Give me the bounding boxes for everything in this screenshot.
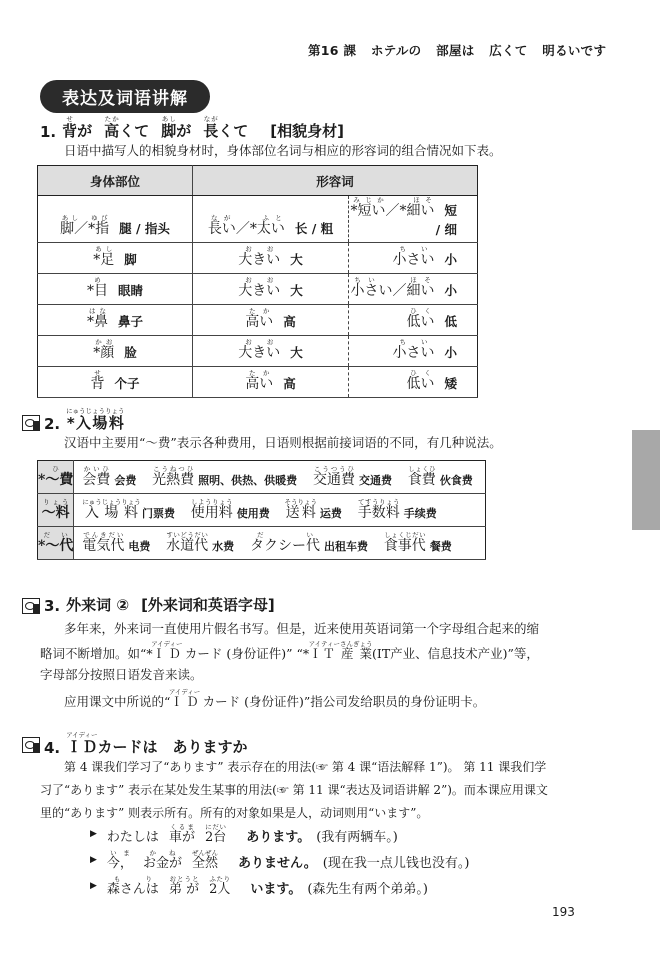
cn-gloss: 大 xyxy=(290,283,303,298)
item4-heading xyxy=(44,731,248,757)
cn-gloss: 鼻子 xyxy=(117,314,143,329)
triangle-bullet-icon: ▶ xyxy=(90,829,97,839)
example-item: ▶ 森さんはもり 弟 がおとうと 2人ふたり います。 (森先生有两个弟弟。) xyxy=(90,875,428,897)
side-thumb-tab xyxy=(632,430,660,530)
triangle-bullet-icon: ▶ xyxy=(90,855,97,865)
table-row: *～代だい 電気代でんきだい电费 水道代すいどうだい水费 タクシー代だい出租车费 食事代しょくじだい餐费 xyxy=(38,527,486,560)
tip-icon xyxy=(22,415,40,431)
table-header-row xyxy=(38,166,478,196)
ruby-word: ＩＤアイディー xyxy=(66,731,98,756)
body-adjective-table xyxy=(37,165,478,398)
ruby-word: 背せ xyxy=(62,115,78,140)
lesson-number: 第16 課 xyxy=(308,43,357,58)
item4-para-line2: 习了“あります” 表示在某处发生某事的用法(☞ 第 11 课“表达及词语讲解 2”)。而本课应用课文 xyxy=(40,783,548,797)
cn-gloss: 大 xyxy=(290,252,303,267)
cn-gloss: 矮 xyxy=(444,376,457,391)
ruby-word: 脚あし xyxy=(161,115,177,140)
ruby-word: 高たか xyxy=(104,115,120,140)
item-topic: [相貌身材] xyxy=(270,122,344,140)
item-title: カードは ありますか xyxy=(97,738,248,756)
okurigana: が xyxy=(176,122,192,140)
cn-gloss: 脸 xyxy=(124,345,137,360)
running-header xyxy=(308,41,616,59)
table-row: 背せ个子 高いたか高 低いひく矮 xyxy=(38,367,478,398)
fee-suffix-table xyxy=(37,460,486,560)
cn-gloss: 大 xyxy=(290,345,303,360)
example-item: ▶ わたしは 車がくるま 2台にだい あります。 (我有两辆车。) xyxy=(90,823,398,845)
table-row: 脚／*指あし ゆび腿 / 指头 長い／*太いなが ふと长 / 粗 *短い／*細いみじか ほそ短 / 细 xyxy=(38,196,478,243)
item-title: 外来词 ② xyxy=(66,596,130,614)
item3-para1-line1: 多年来，外来词一直使用片假名书写。但是，近来使用英语词第一个字母组合起来的缩 xyxy=(64,621,540,636)
item3-heading xyxy=(44,594,275,615)
lesson-title-part: 部屋は xyxy=(436,43,475,58)
cn-gloss: 眼睛 xyxy=(117,283,143,298)
column-header: 形容词 xyxy=(193,166,478,196)
table-row: ～料りょう 入場料にゅうじょうりょう门票费 使用料しようりょう使用费 送料そうりょう运费 手数料てすうりょう手续费 xyxy=(38,494,486,527)
example-item: ▶ 今，いま お金がかね 全然ぜんぜん ありません。 (现在我一点儿钱也没有。) xyxy=(90,849,470,871)
item3-para1-line2: 略词不断增加。如“*ＩＤアイディー カード (身份证件)” “*ＩＴ 産 業アイティーさんぎょう(IT产业、信息技术产业)”等， xyxy=(40,640,539,661)
table-row: *～費ひ 会費かいひ会费 光熱費こうねつひ照明、供热、供暖费 交通費こうつうひ交通费 食費しょくひ伙食费 xyxy=(38,461,486,494)
item-topic: [外来词和英语字母] xyxy=(141,596,275,614)
item4-para-line3: 里的“あります” 则表示所有。所有的对象如果是人，动词则用“います”。 xyxy=(40,806,429,820)
cn-gloss: 小 xyxy=(444,345,457,360)
table-row: *足あし脚 大きいおお大 小さいちい小 xyxy=(38,243,478,274)
ruby-word: *入場料にゅうじょうりょう xyxy=(66,407,125,432)
item2-intro: 汉语中主要用“～费”表示各种费用，日语则根据前接词语的不同，有几种说法。 xyxy=(64,435,502,450)
item-number: 2. xyxy=(44,415,61,433)
cn-gloss: 小 xyxy=(444,283,457,298)
cn-gloss: 低 xyxy=(444,314,457,329)
cn-gloss: 高 xyxy=(283,314,296,329)
lesson-title-part: ホテルの xyxy=(370,43,422,58)
item2-heading xyxy=(44,407,125,433)
item3-para1-line3: 字母部分按照日语发音来读。 xyxy=(40,667,203,682)
table-row: *目め眼睛 大きいおお大 小さい／細いちい ほそ小 xyxy=(38,274,478,305)
cn-gloss: 小 xyxy=(444,252,457,267)
item-number: 4. xyxy=(44,739,61,757)
cn-gloss: 长 / 粗 xyxy=(294,221,334,236)
item1-heading xyxy=(40,115,344,141)
tip-icon xyxy=(22,737,40,753)
cn-gloss: 个子 xyxy=(114,376,140,391)
item1-intro: 日语中描写人的相貌身材时，身体部位名词与相应的形容词的组合情况如下表。 xyxy=(64,143,502,158)
cn-gloss: 腿 / 指头 xyxy=(119,221,170,236)
okurigana: くて xyxy=(119,122,150,140)
okurigana: くて xyxy=(218,122,249,140)
item3-para2: 应用课文中所说的“ＩＤアイディー カード (身份证件)”指公司发给职员的身份证明卡。 xyxy=(64,688,486,709)
item-number: 1. xyxy=(40,123,57,141)
cn-gloss: 短 / 细 xyxy=(435,203,457,237)
section-banner: 表达及词语讲解 xyxy=(40,80,210,113)
example-list xyxy=(90,823,469,901)
column-header: 身体部位 xyxy=(38,166,193,196)
page-number: 193 xyxy=(552,905,575,919)
table-row: *顔かお脸 大きいおお大 小さいちい小 xyxy=(38,336,478,367)
item-number: 3. xyxy=(44,597,61,615)
table-row: *鼻はな鼻子 高いたか高 低いひく低 xyxy=(38,305,478,336)
ruby-word: 長なが xyxy=(203,115,219,140)
cn-gloss: 脚 xyxy=(124,252,137,267)
lesson-title-part: 広くて xyxy=(489,43,528,58)
item4-para-line1: 第 4 课我们学习了“あります” 表示存在的用法(☞ 第 4 课“语法解释 1”)。 第 11 课我们学 xyxy=(64,760,547,774)
tip-icon xyxy=(22,598,40,614)
cn-gloss: 高 xyxy=(283,376,296,391)
okurigana: が xyxy=(77,122,93,140)
lesson-title-part: 明るいです xyxy=(542,43,607,58)
triangle-bullet-icon: ▶ xyxy=(90,881,97,891)
